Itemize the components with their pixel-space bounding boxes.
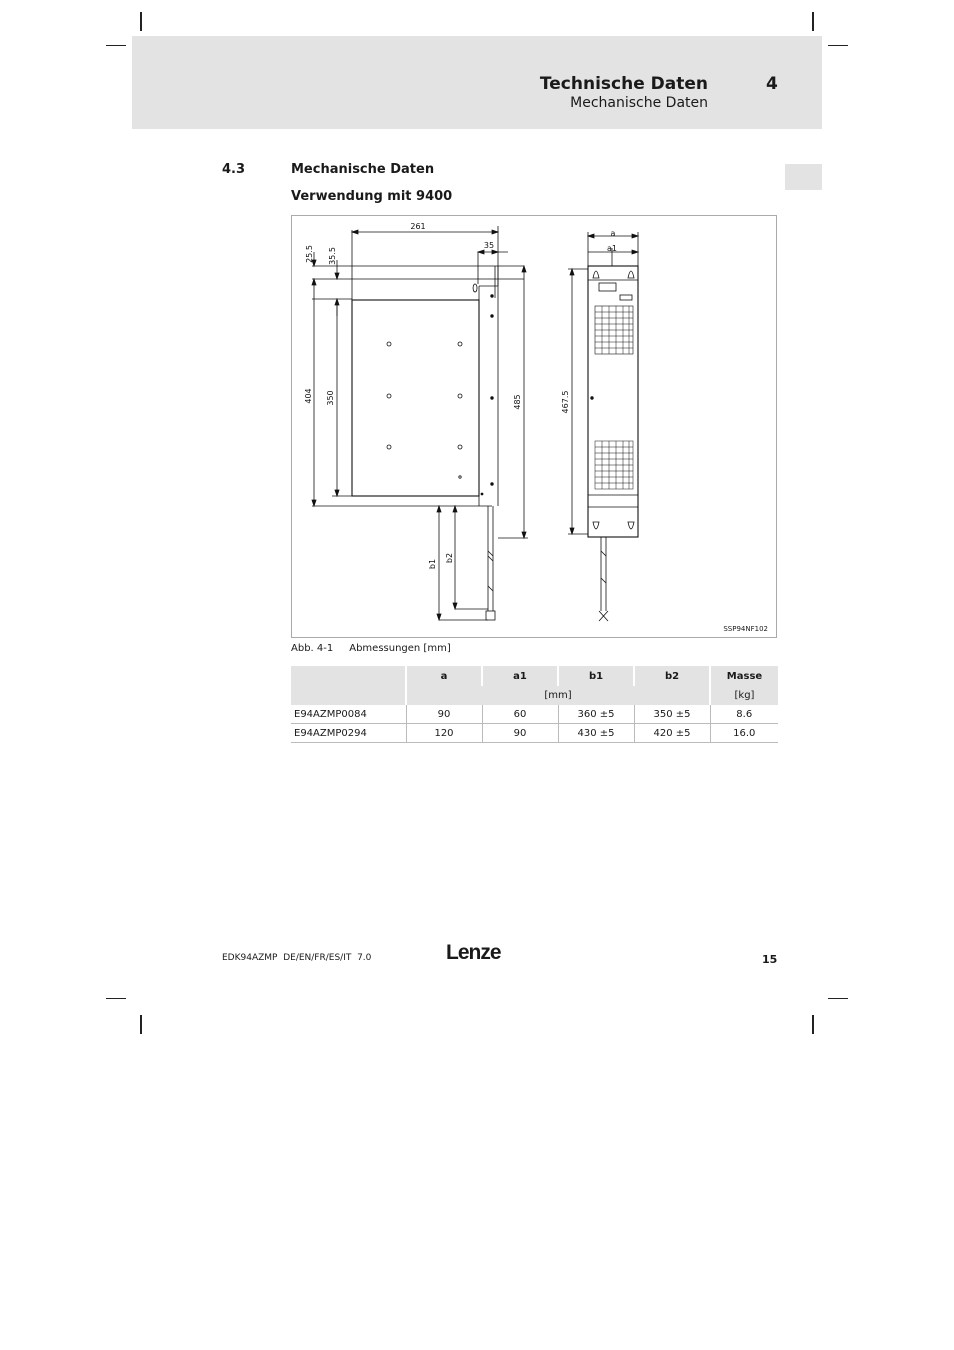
header-band — [132, 36, 822, 129]
crop-mark — [828, 45, 848, 46]
section-subtitle: Verwendung mit 9400 — [291, 189, 453, 204]
chapter-subtitle: Mechanische Daten — [570, 95, 708, 111]
cell-a: 90 — [406, 705, 482, 724]
crop-mark — [106, 998, 126, 999]
dim-404: 404 — [304, 388, 313, 404]
section-title: Mechanische Daten — [291, 162, 435, 177]
crop-mark — [812, 1015, 814, 1034]
col-header-masse: Masse — [710, 666, 778, 686]
footer-doc-id: EDK94AZMP DE/EN/FR/ES/IT 7.0 — [222, 953, 372, 963]
caption-text: Abmessungen [mm] — [349, 643, 451, 654]
dim-a1: a1 — [607, 244, 617, 253]
col-header-b1: b1 — [558, 666, 634, 686]
crop-mark — [140, 12, 142, 31]
crop-mark — [812, 12, 814, 31]
dim-35: 35 — [483, 241, 495, 250]
crop-mark — [828, 998, 848, 999]
table-row — [291, 705, 778, 724]
figure-caption — [291, 643, 451, 654]
row-name: E94AZMP0294 — [291, 724, 406, 743]
dimension-drawing — [291, 215, 777, 638]
table-corner — [291, 666, 406, 705]
dim-a: a — [610, 229, 616, 238]
drawing-svg — [292, 216, 776, 637]
col-header-b2: b2 — [634, 666, 710, 686]
dimensions-table — [291, 666, 778, 743]
cell-b2: 420 ±5 — [634, 724, 710, 743]
col-header-a: a — [406, 666, 482, 686]
cell-b1: 430 ±5 — [558, 724, 634, 743]
cell-masse: 8.6 — [710, 705, 778, 724]
chapter-number: 4 — [766, 74, 778, 94]
dim-b2: b2 — [445, 552, 454, 564]
dim-25-5: 25.5 — [305, 245, 314, 263]
table-row — [291, 724, 778, 743]
dim-485: 485 — [513, 394, 522, 410]
col-header-a1: a1 — [482, 666, 558, 686]
lenze-logo: Lenze — [446, 941, 501, 964]
dim-35-5: 35.5 — [328, 247, 337, 265]
cell-a1: 60 — [482, 705, 558, 724]
chapter-title: Technische Daten — [539, 74, 708, 94]
row-name: E94AZMP0084 — [291, 705, 406, 724]
chapter-side-tab — [785, 164, 822, 190]
caption-label: Abb. 4-1 — [291, 643, 334, 654]
crop-mark — [106, 45, 126, 46]
dim-b1: b1 — [428, 558, 437, 570]
section-number: 4.3 — [222, 162, 246, 177]
cell-a1: 90 — [482, 724, 558, 743]
cell-a: 120 — [406, 724, 482, 743]
figure-code: SSP94NF102 — [723, 625, 768, 633]
dim-467-5: 467.5 — [561, 390, 570, 414]
unit-kg: [kg] — [710, 686, 778, 705]
crop-mark — [140, 1015, 142, 1034]
cell-masse: 16.0 — [710, 724, 778, 743]
cell-b2: 350 ±5 — [634, 705, 710, 724]
page-number: 15 — [762, 953, 778, 966]
dim-261: 261 — [410, 222, 426, 231]
unit-mm: [mm] — [406, 686, 710, 705]
dim-350: 350 — [326, 390, 335, 406]
cell-b1: 360 ±5 — [558, 705, 634, 724]
